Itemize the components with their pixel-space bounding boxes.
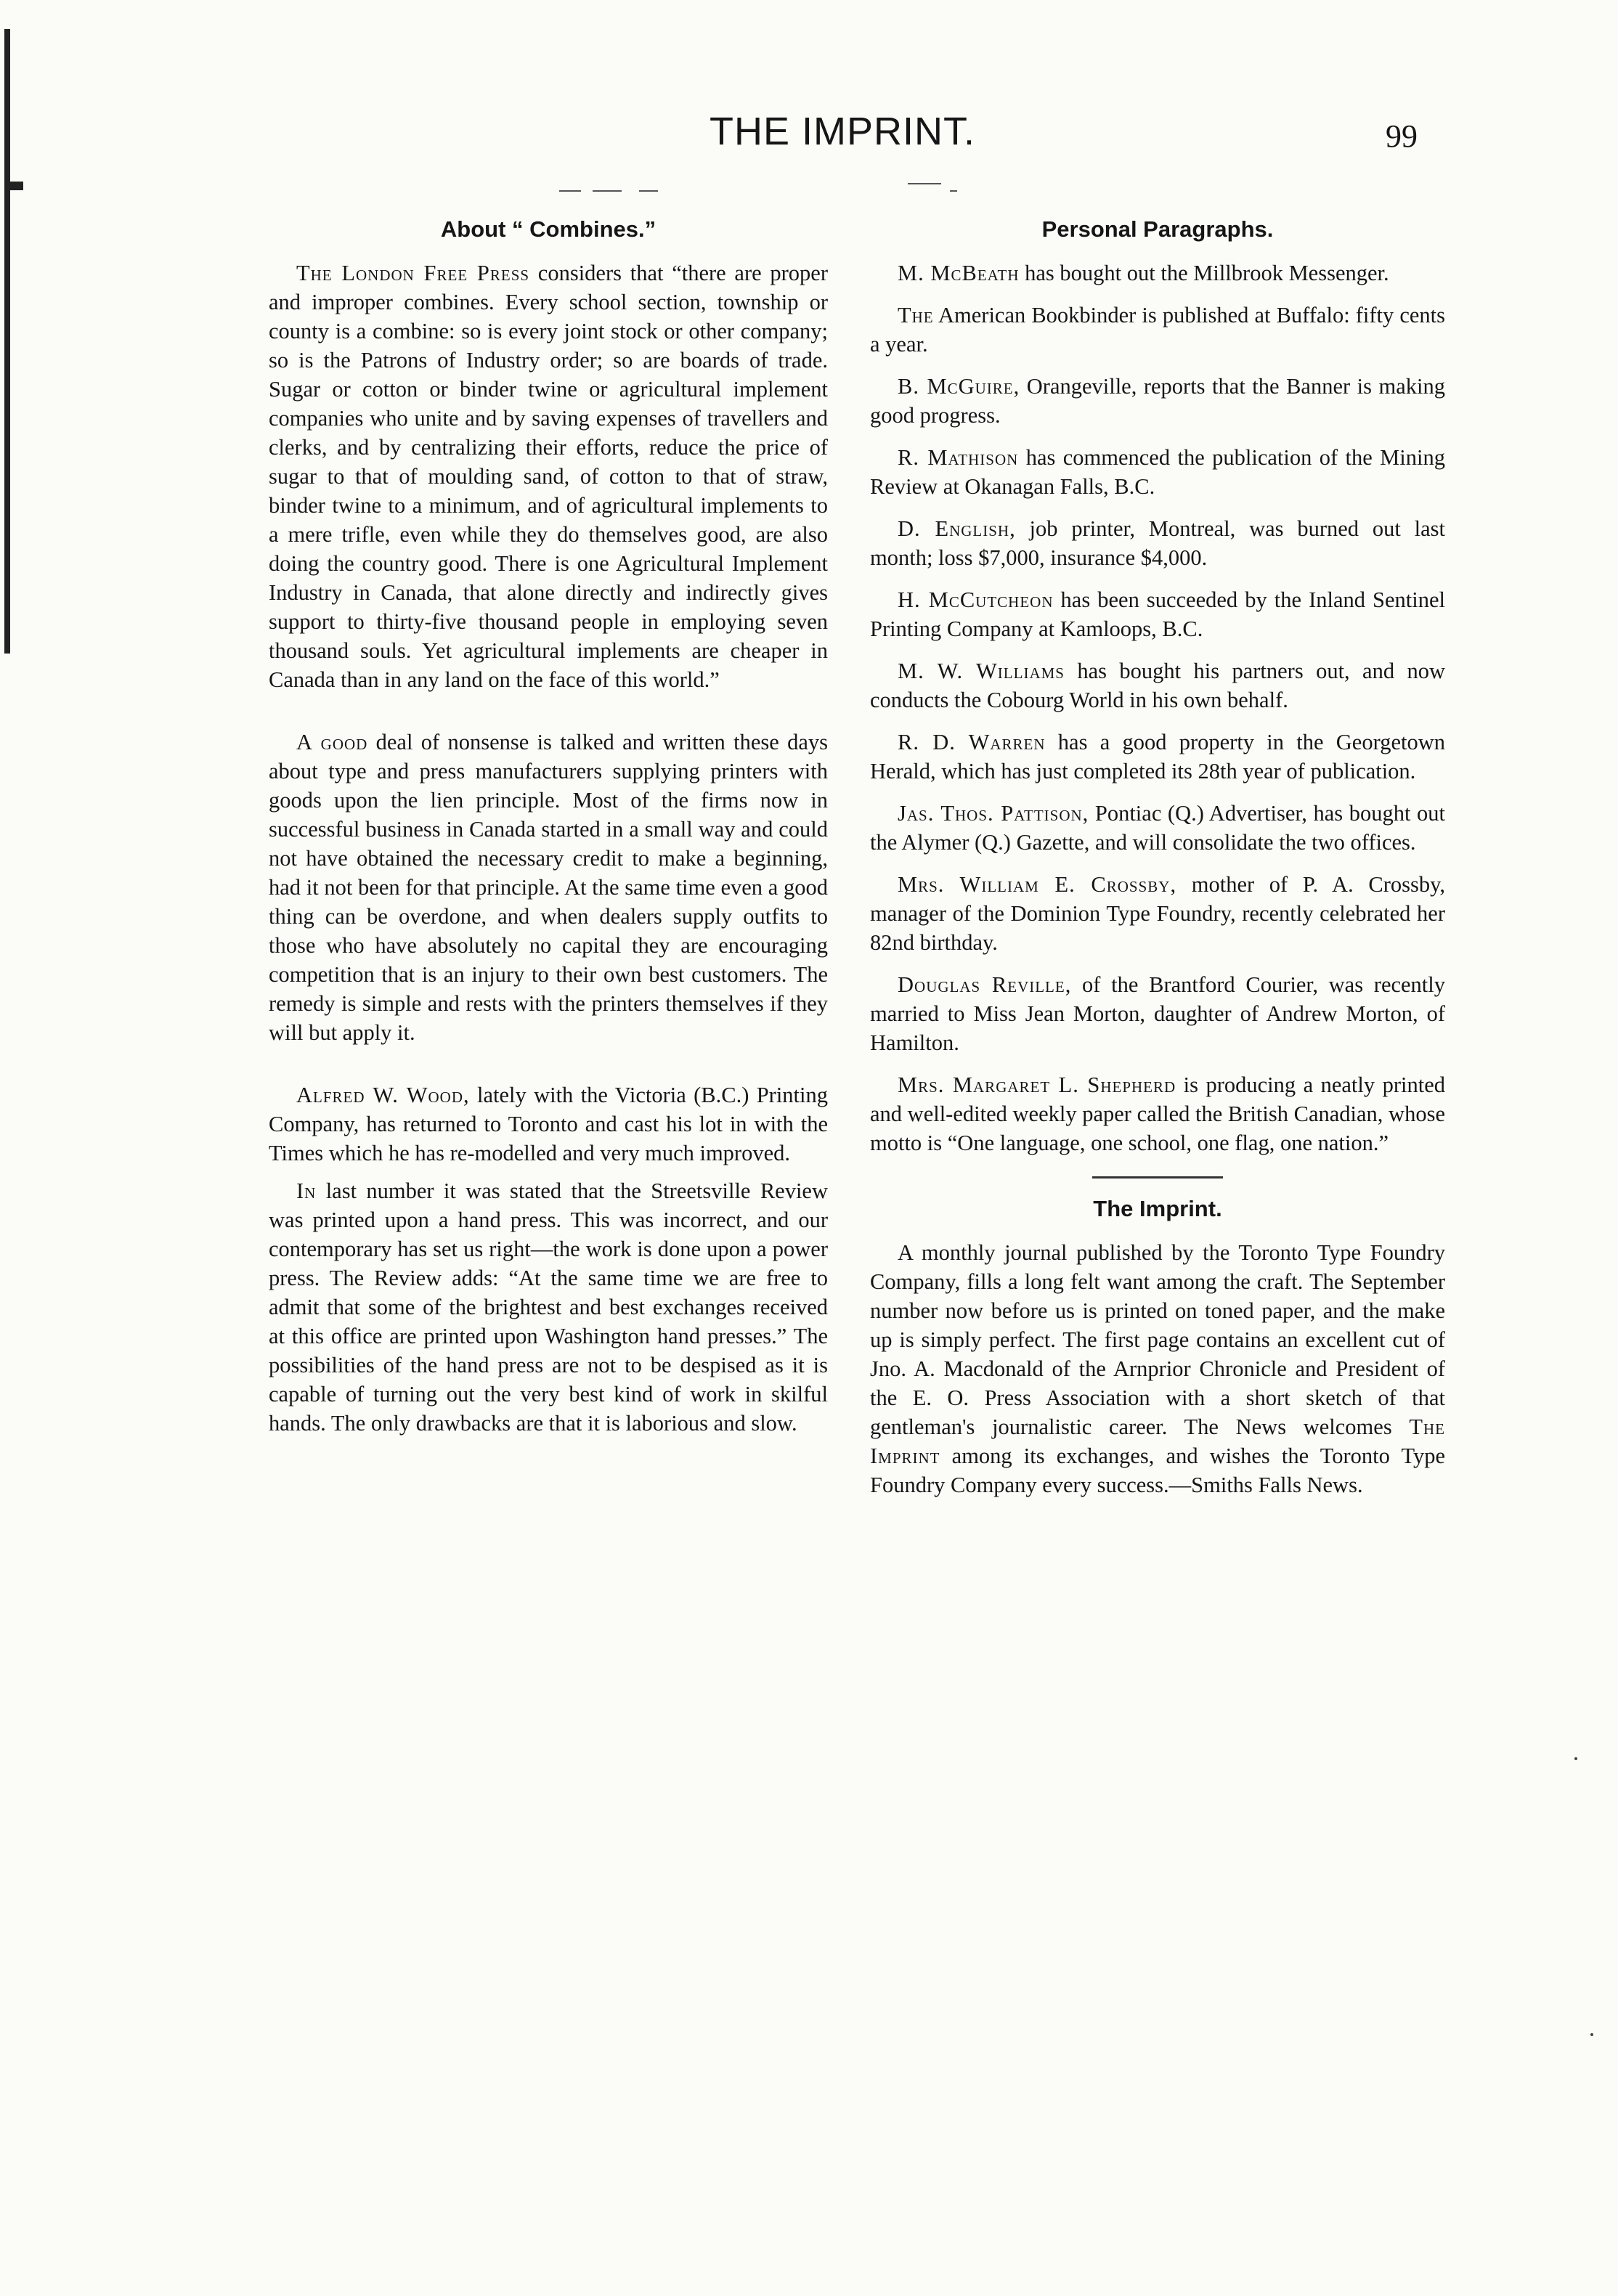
personal-item — [870, 443, 1445, 501]
personal-item — [870, 1070, 1445, 1157]
personal-item — [870, 728, 1445, 786]
article-paragraph — [269, 1080, 828, 1168]
item-lead: M. McBeath — [898, 261, 1020, 285]
combines-heading: About “ Combines.” — [440, 216, 656, 242]
section-divider — [1092, 1176, 1223, 1178]
personal-item — [870, 301, 1445, 359]
paragraph-text: last number it was stated that the Streetsville Review was printed upon a hand press. This was incorrect, and our contemporary has set us right—the work is done upon a power press. The Review adds: “At the same time we are free to admit that some of the brightest and best exchanges received at this office are printed upon Washington hand presses.” The possibilities of the hand press are not to be despised as it is capable of turning out the very best kind of work in skilful hands. The only drawbacks are that it is laborious and slow. — [269, 1178, 828, 1436]
scan-speck — [1574, 1757, 1577, 1760]
header-rule-segment — [593, 190, 622, 192]
item-lead: Mrs. William E. Crossby, — [898, 872, 1177, 897]
item-text: has been succeeded by the Inland Sentinel Printing Company at Kamloops, B.C. — [870, 587, 1445, 641]
item-text: has bought out the Millbrook Messenger. — [1019, 261, 1389, 285]
item-lead: Mrs. Margaret L. Shepherd — [898, 1072, 1176, 1097]
personal-item — [870, 258, 1445, 288]
personal-item — [870, 372, 1445, 430]
imprint-text: A monthly journal published by the Toronto Type Foundry Company, fills a long felt want among the craft. The September number now before us is printed on toned paper, and the make up is simply perfect. The first page contains an excellent cut of Jno. A. Macdonald of the Arnprior Chronicle and President of the E. O. Press Association with a short sketch of that gentleman's journalistic career. The News welcomes — [870, 1240, 1445, 1439]
header-rule-segment — [908, 183, 941, 184]
personal-item — [870, 585, 1445, 643]
paragraph-text: considers that “there are proper and improper combines. Every school section, township or county is a combine: so is every joint stock or other company; so is the Patrons of Industry order; so are boards of trade. Sugar or cotton or binder twine or agricultural implement companies who unite and by saving expenses of travellers and clerks, and by centralizing their efforts, reduce the price of sugar to that of moulding sand, of cotton to that of straw, binder twine to a minimum, and of agricultural implements to a mere trifle, even while they do themselves good, are also doing the country good. There is one Agricultural Implement Industry in Canada, that alone directly and indirectly gives support to thirty-five thousand people in employing seven thousand souls. Yet agricultural implements are cheaper in Canada than in any land on the face of this world.” — [269, 261, 828, 692]
personal-item — [870, 870, 1445, 957]
header-rule-segment — [639, 190, 658, 192]
page-edge-mark — [10, 182, 23, 190]
article-paragraph — [269, 728, 828, 1047]
personal-item — [870, 970, 1445, 1057]
item-lead: R. Mathison — [898, 445, 1019, 470]
paragraph-lead: Alfred W. Wood, — [296, 1083, 470, 1107]
item-lead: M. W. Williams — [898, 659, 1065, 683]
paragraph-lead: In — [296, 1178, 317, 1203]
header-rule-segment — [559, 190, 581, 192]
personal-item — [870, 799, 1445, 857]
right-column — [870, 215, 1445, 1513]
left-column — [269, 215, 828, 1446]
item-lead: Jas. Thos. Pattison, — [898, 801, 1089, 826]
paragraph-text: lately with the Victoria (B.C.) Printing Company, has returned to Toronto and cast his lot in with the Times which he has re-modelled and very much improved. — [269, 1083, 828, 1165]
item-lead: Douglas Reville, — [898, 972, 1072, 997]
paragraph-lead: A good — [296, 730, 368, 754]
paragraph-text: deal of nonsense is talked and written these days about type and press manufacturers supplying printers with goods upon the lien principle. Most of the firms now in successful business in Canada started in a small way and could not have obtained the necessary credit to make a beginning, had it not been for that principle. At the same time even a good thing can be overdone, and when dealers supply outfits to those who have absolutely no capital they are encouraging competition that is an injury to their own best customers. The remedy is simple and rests with the printers themselves if they will but apply it. — [269, 730, 829, 1045]
item-text: has commenced the publication of the Mining Review at Okanagan Falls, B.C. — [870, 445, 1445, 499]
page-title: THE IMPRINT. — [709, 110, 975, 153]
imprint-heading: The Imprint. — [1093, 1196, 1222, 1221]
article-paragraph — [269, 258, 828, 694]
item-text: job printer, Montreal, was burned out last month; loss $7,000, insurance $4,000. — [870, 516, 1446, 570]
item-text: has bought his partners out, and now conducts the Cobourg World in his own behalf. — [870, 659, 1445, 712]
page-number: 99 — [1386, 118, 1418, 154]
article-paragraph — [269, 1176, 828, 1438]
item-text: is producing a neatly printed and well-edited weekly paper called the British Canadian, whose motto is “One language, one school, one flag, one nation.” — [870, 1072, 1445, 1155]
item-lead: D. English, — [898, 516, 1016, 541]
item-lead: The — [898, 303, 934, 327]
header-rule-segment — [950, 190, 957, 192]
paragraph-lead: The London Free Press — [296, 261, 530, 285]
item-lead: R. D. Warren — [898, 730, 1046, 754]
personal-item — [870, 656, 1445, 715]
item-text: Orangeville, reports that the Banner is making good progress. — [870, 374, 1445, 428]
scan-speck — [1590, 2033, 1593, 2036]
imprint-text-end: among its exchanges, and wishes the Toronto Type Foundry Company every success.—Smiths Falls News. — [870, 1444, 1445, 1497]
item-lead: B. McGuire, — [898, 374, 1020, 399]
item-text: has a good property in the Georgetown Herald, which has just completed its 28th year of publication. — [870, 730, 1445, 783]
personal-item — [870, 514, 1445, 572]
item-text: mother of P. A. Crossby, manager of the Dominion Type Foundry, recently celebrated her 82nd birthday. — [870, 872, 1446, 955]
item-lead: H. McCutcheon — [898, 587, 1054, 612]
imprint-name: The Imprint — [870, 1414, 1445, 1468]
personal-paragraphs-heading: Personal Paragraphs. — [1041, 216, 1274, 242]
page-edge-rule — [4, 29, 10, 654]
item-text: Pontiac (Q.) Advertiser, has bought out the Alymer (Q.) Gazette, and will consolidate the two offices. — [870, 801, 1445, 855]
item-text: American Bookbinder is published at Buffalo: fifty cents a year. — [870, 303, 1445, 357]
item-text: of the Brantford Courier, was recently married to Miss Jean Morton, daughter of Andrew Morton, of Hamilton. — [870, 972, 1445, 1055]
imprint-paragraph — [870, 1238, 1445, 1499]
